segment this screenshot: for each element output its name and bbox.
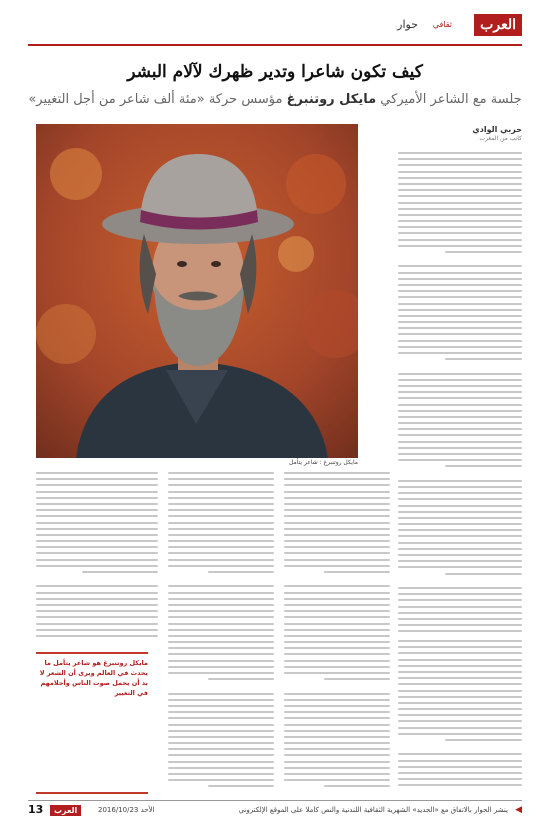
text-line [284,717,390,719]
text-line [284,528,390,530]
text-line [82,571,158,573]
text-line [168,478,274,480]
text-line [398,727,522,729]
text-line [168,577,274,581]
text-line [398,665,522,667]
text-line [208,571,274,573]
text-line [398,265,522,267]
text-line [398,548,522,550]
text-line [445,358,522,360]
text-line [168,761,274,763]
text-line [398,560,522,562]
text-line [168,604,274,606]
text-line [168,717,274,719]
text-line [284,515,390,517]
text-line [168,515,274,517]
text-line [168,693,274,695]
text-line [168,559,274,561]
text-line [445,251,522,253]
text-line [284,629,390,631]
text-line [284,484,390,486]
text-line [284,509,390,511]
author-name: حربي الوادي [472,125,522,134]
page-header [28,8,522,46]
text-line [445,739,522,741]
page-footer [28,800,522,819]
text-line [284,635,390,637]
text-line [398,177,522,179]
text-line [284,577,390,581]
text-line [398,778,522,780]
text-line [168,610,274,612]
text-line [284,730,390,732]
text-line [36,598,158,600]
text-line [168,699,274,701]
text-line [36,540,158,542]
arrow-icon: ◀ [515,805,522,815]
text-line [36,604,158,606]
text-line [36,629,158,631]
text-line [168,660,274,662]
text-line [398,391,522,393]
text-line [168,767,274,769]
text-line [398,599,522,601]
text-line [208,785,274,787]
text-line [398,505,522,507]
text-line [398,542,522,544]
text-line [284,699,390,701]
text-line [398,226,522,228]
text-line [168,497,274,499]
text-line [168,534,274,536]
text-line [168,641,274,643]
text-line [398,486,522,488]
text-line [168,705,274,707]
text-line [398,760,522,762]
portrait-illustration [36,124,358,458]
text-line [36,585,158,587]
text-line [284,660,390,662]
body-column-3 [168,472,274,792]
text-line [398,606,522,608]
text-line [168,754,274,756]
text-line [168,724,274,726]
text-line [398,702,522,704]
text-line [398,630,522,632]
issue-date: الأحد 2016/10/23 [98,806,155,814]
text-line [398,677,522,679]
text-line [284,559,390,561]
text-line [36,610,158,612]
text-line [284,773,390,775]
text-line [398,410,522,412]
text-line [168,598,274,600]
text-line [324,678,390,680]
text-line [168,773,274,775]
text-line [398,535,522,537]
text-line [168,653,274,655]
text-line [36,592,158,594]
text-line [398,373,522,375]
body-column-right [398,152,522,632]
text-line [398,511,522,513]
portrait-photo [36,124,358,458]
text-line [398,618,522,620]
text-line [284,623,390,625]
text-line [168,565,274,567]
text-line [398,245,522,247]
text-line [36,522,158,524]
text-line [398,472,522,476]
body-column-2 [284,472,390,792]
text-line [398,720,522,722]
text-line [168,503,274,505]
text-line [36,528,158,530]
text-line [284,647,390,649]
text-line [168,491,274,493]
text-line [398,195,522,197]
text-line [398,492,522,494]
text-line [168,552,274,554]
text-line [398,385,522,387]
text-line [398,303,522,305]
text-line [36,497,158,499]
text-line [168,635,274,637]
text-line [398,346,522,348]
text-line [398,441,522,443]
text-line [398,652,522,654]
text-line [284,472,390,474]
text-line [284,604,390,606]
text-line [398,202,522,204]
text-line [168,736,274,738]
text-line [324,785,390,787]
text-line [284,711,390,713]
text-line [398,340,522,342]
text-line [445,465,522,467]
text-line [36,472,158,474]
text-line [445,573,522,575]
text-line [398,659,522,661]
text-line [284,592,390,594]
text-line [398,164,522,166]
text-line [398,272,522,274]
text-line [284,736,390,738]
text-line [398,772,522,774]
text-line [168,616,274,618]
text-line [398,646,522,648]
text-line [398,327,522,329]
text-line [284,641,390,643]
text-line [168,629,274,631]
text-line [398,498,522,500]
magazine-logo: العرب [474,14,522,36]
text-line [168,484,274,486]
text-line [398,529,522,531]
text-line [284,705,390,707]
text-line [36,616,158,618]
text-line [398,690,522,692]
text-line [398,239,522,241]
text-line [168,528,274,530]
text-line [398,434,522,436]
text-line [398,257,522,261]
text-line [398,453,522,455]
text-line [398,753,522,755]
text-line [284,522,390,524]
text-line [208,678,274,680]
text-line [398,766,522,768]
subtitle-pre: جلسة مع الشاعر الأميركي [380,92,522,107]
text-line [284,503,390,505]
text-line [284,552,390,554]
logo-subtitle: ثقافي [432,20,452,29]
text-line [398,315,522,317]
text-line [284,585,390,587]
text-line [398,696,522,698]
text-line [168,711,274,713]
text-line [398,624,522,626]
text-line [284,767,390,769]
text-line [168,779,274,781]
subtitle-post: مؤسس حركة «مئة ألف شاعر من أجل التغيير» [28,92,283,107]
text-line [324,571,390,573]
text-line [398,232,522,234]
body-column-4 [36,472,158,642]
text-line [168,472,274,474]
text-line [284,779,390,781]
text-line [36,577,158,581]
text-line [398,296,522,298]
text-line [398,593,522,595]
text-line [398,612,522,614]
text-line [398,404,522,406]
text-line [398,579,522,583]
text-line [168,672,274,674]
text-line [168,540,274,542]
text-line [36,509,158,511]
text-line [398,428,522,430]
text-line [284,761,390,763]
text-line [398,284,522,286]
text-line [36,484,158,486]
text-line [398,290,522,292]
text-line [36,503,158,505]
text-line [284,742,390,744]
text-line [398,220,522,222]
pull-quote: مايكل روتنبرغ هو شاعر يتأمل ما يحدث في العالم ويرى أن الشعر لا بد أن يحمل صوت الناس وأحلامهم في التغيير [36,652,148,794]
text-line [398,309,522,311]
text-line [398,364,522,368]
text-line [168,748,274,750]
text-line [168,546,274,548]
text-line [398,333,522,335]
text-line [398,379,522,381]
text-line [284,754,390,756]
text-line [36,623,158,625]
body-column-right-lower [398,640,522,790]
text-line [284,748,390,750]
text-line [168,509,274,511]
text-line [168,623,274,625]
text-line [168,730,274,732]
subtitle-name: مايكل روتنبرغ [286,92,377,107]
text-line [168,592,274,594]
text-line [398,554,522,556]
text-line [284,540,390,542]
text-line [36,491,158,493]
text-line [398,683,522,685]
text-line [398,183,522,185]
text-line [398,733,522,735]
text-line [398,671,522,673]
text-line [398,171,522,173]
text-line [284,610,390,612]
text-line [168,684,274,688]
text-line [398,278,522,280]
text-line [284,491,390,493]
byline [402,125,522,142]
text-line [398,416,522,418]
text-line [284,534,390,536]
text-line [398,447,522,449]
text-line [398,158,522,160]
text-line [398,640,522,642]
text-line [398,214,522,216]
text-line [398,208,522,210]
text-line [36,565,158,567]
text-line [36,546,158,548]
text-line [284,616,390,618]
text-line [398,397,522,399]
text-line [398,587,522,589]
photo-caption: مايكل روتنبرغ : شاعر يتأمل [288,459,358,466]
text-line [168,647,274,649]
text-line [36,635,158,637]
text-line [398,480,522,482]
text-line [284,724,390,726]
text-line [398,523,522,525]
text-line [398,708,522,710]
text-line [168,585,274,587]
text-line [398,745,522,749]
page-number: 13 [28,803,44,816]
text-line [398,422,522,424]
text-line [36,534,158,536]
footer-logo: العرب [50,805,81,816]
text-line [398,152,522,154]
footer-note: ينشر الحوار بالاتفاق مع «الجديد» الشهرية الثقافية اللندنية والنص كاملا على الموقع الإلكتروني [238,806,508,814]
text-line [284,666,390,668]
text-line [168,742,274,744]
text-line [284,497,390,499]
text-line [398,352,522,354]
text-line [284,565,390,567]
text-line [168,522,274,524]
text-line [284,478,390,480]
text-line [398,714,522,716]
section-label: حوار [397,18,418,31]
text-line [284,672,390,674]
text-line [36,515,158,517]
author-role: كاتب من المغرب [479,135,522,142]
text-line [398,784,522,786]
text-line [398,459,522,461]
text-line [168,666,274,668]
text-line [36,552,158,554]
text-line [284,653,390,655]
text-line [284,684,390,688]
text-line [398,566,522,568]
text-line [36,559,158,561]
text-line [398,517,522,519]
text-line [398,189,522,191]
text-line [398,321,522,323]
article-title: كيف تكون شاعرا وتدير ظهرك لآلام البشر [127,62,423,82]
text-line [284,546,390,548]
text-line [36,478,158,480]
article-subtitle [28,92,522,107]
text-line [284,693,390,695]
text-line [284,598,390,600]
